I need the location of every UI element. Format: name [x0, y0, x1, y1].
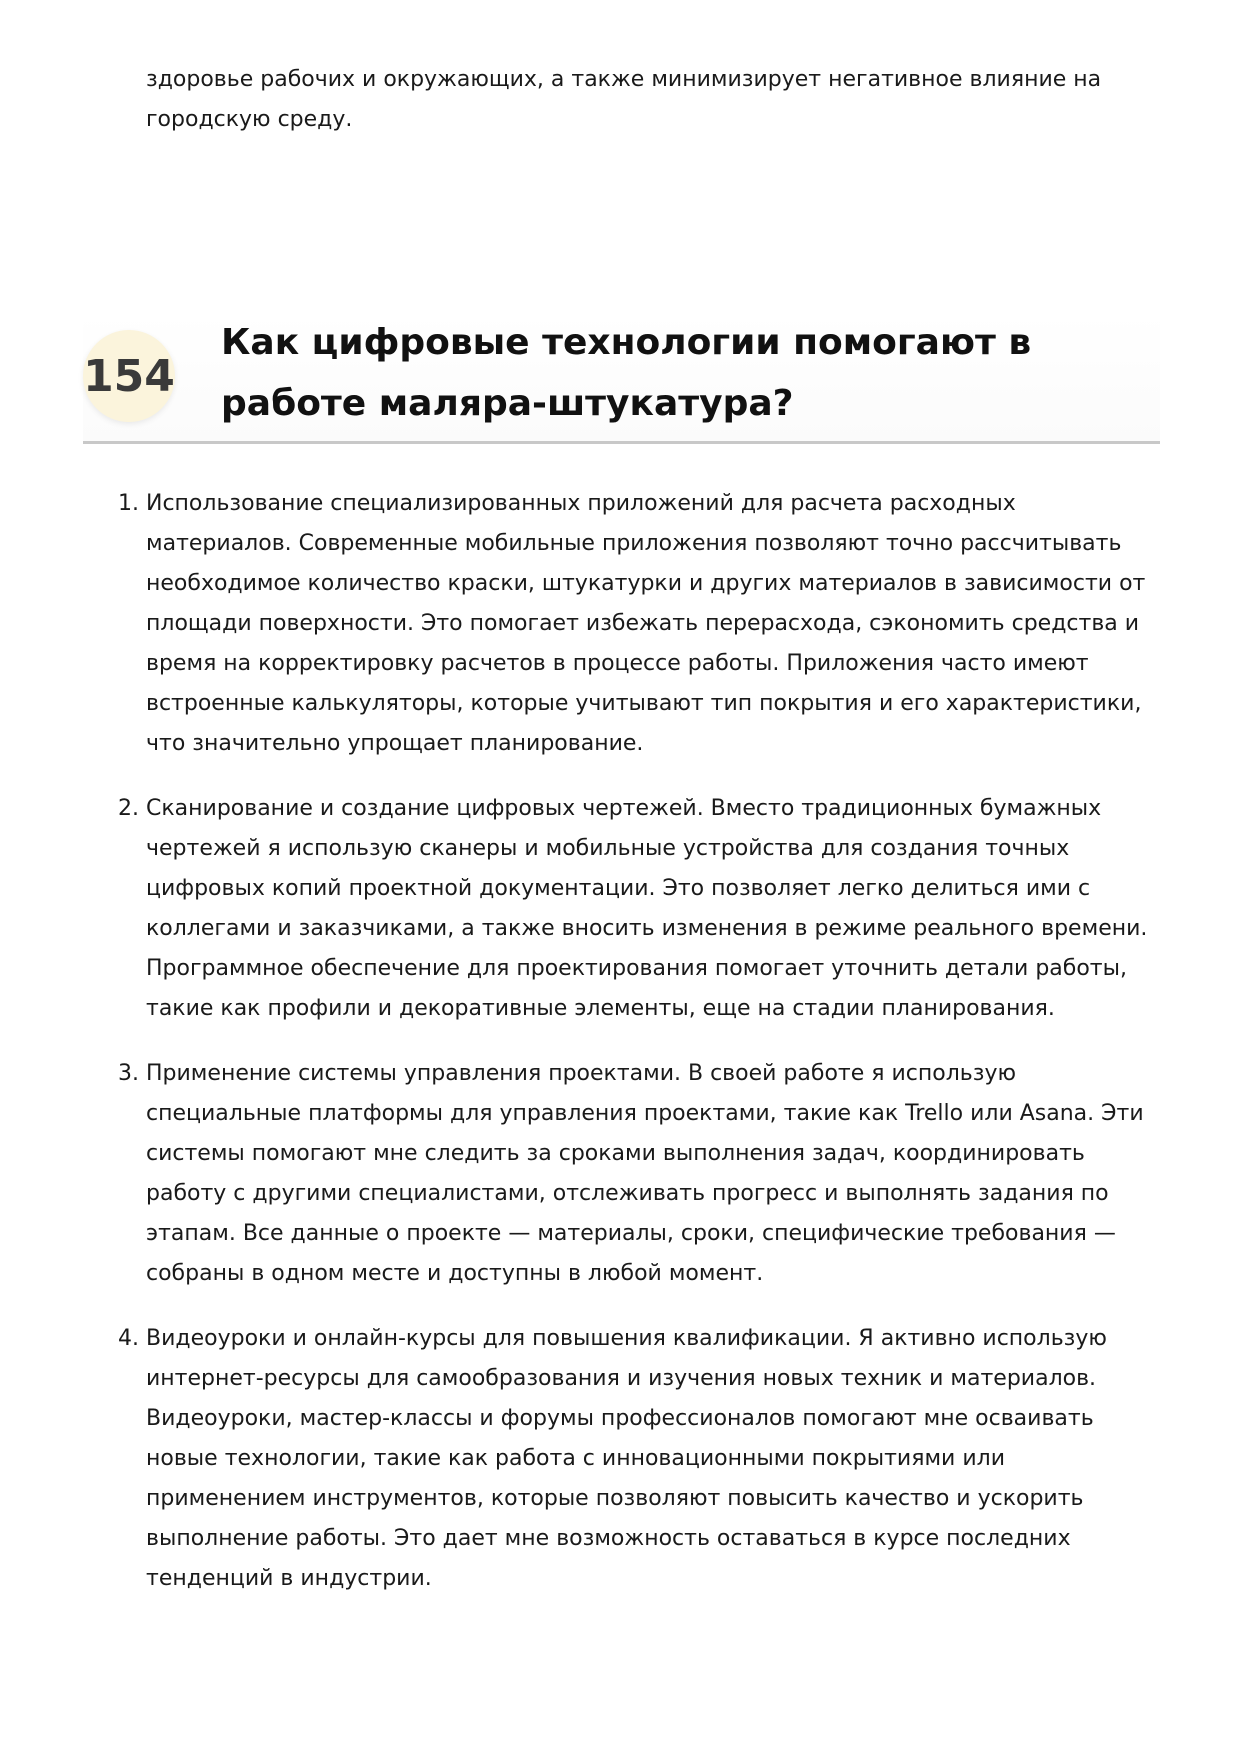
answer-item-1: [118, 484, 1166, 764]
answer-item-4: [118, 1319, 1166, 1599]
answer-item-number: 1.: [118, 491, 139, 516]
answer-item-2: [118, 789, 1166, 1029]
answer-item-text: Сканирование и создание цифровых чертежей. Вместо традиционных бумажных чертежей я использую сканеры и мобильные устройства для создания точных цифровых копий проектной документации. Это позволяет легко делиться ими с коллегами и заказчиками, а также вносить изменения в режиме реального времени. Программное обеспечение для проектирования помогает уточнить детали работы, такие как профили и декоративные элементы, еще на стадии планирования.: [146, 796, 1148, 1021]
answer-item-number: 4.: [118, 1326, 139, 1351]
answer-item-text: Применение системы управления проектами. В своей работе я использую специальные платформы для управления проектами, такие как Trello или Asana. Эти системы помогают мне следить за сроками выполнения задач, координировать работу с другими специалистами, отслеживать прогресс и выполнять задания по этапам. Все данные о проекте — материалы, сроки, специфические требования — собраны в одном месте и доступны в любой момент.: [146, 1061, 1144, 1286]
answer-item-text: Видеоуроки и онлайн-курсы для повышения квалификации. Я активно использую интернет-ресурсы для самообразования и изучения новых техник и материалов. Видеоуроки, мастер-классы и форумы профессионалов помогают мне осваивать новые технологии, такие как работа с инновационными покрытиями или применением инструментов, которые позволяют повысить качество и ускорить выполнение работы. Это дает мне возможность оставаться в курсе последних тенденций в индустрии.: [146, 1326, 1107, 1591]
intro-paragraph: здоровье рабочих и окружающих, а также минимизирует негативное влияние на городскую среду.: [146, 67, 1102, 132]
answer-item-text: Использование специализированных приложений для расчета расходных материалов. Современные мобильные приложения позволяют точно рассчитывать необходимое количество краски, штукатурки и других материалов в зависимости от площади поверхности. Это помогает избежать перерасхода, сэкономить средства и время на корректировку расчетов в процессе работы. Приложения часто имеют встроенные калькуляторы, которые учитывают тип покрытия и его характеристики, что значительно упрощает планирование.: [146, 491, 1146, 756]
question-title: Как цифровые технологии помогают в работе маляра-штукатура?: [221, 322, 1032, 424]
question-number-badge: 154: [83, 330, 175, 422]
answer-item-number: 3.: [118, 1061, 139, 1086]
answer-item-3: [118, 1054, 1166, 1294]
answer-list: [118, 484, 1166, 1624]
question-header: [83, 312, 1160, 444]
answer-item-number: 2.: [118, 796, 139, 821]
